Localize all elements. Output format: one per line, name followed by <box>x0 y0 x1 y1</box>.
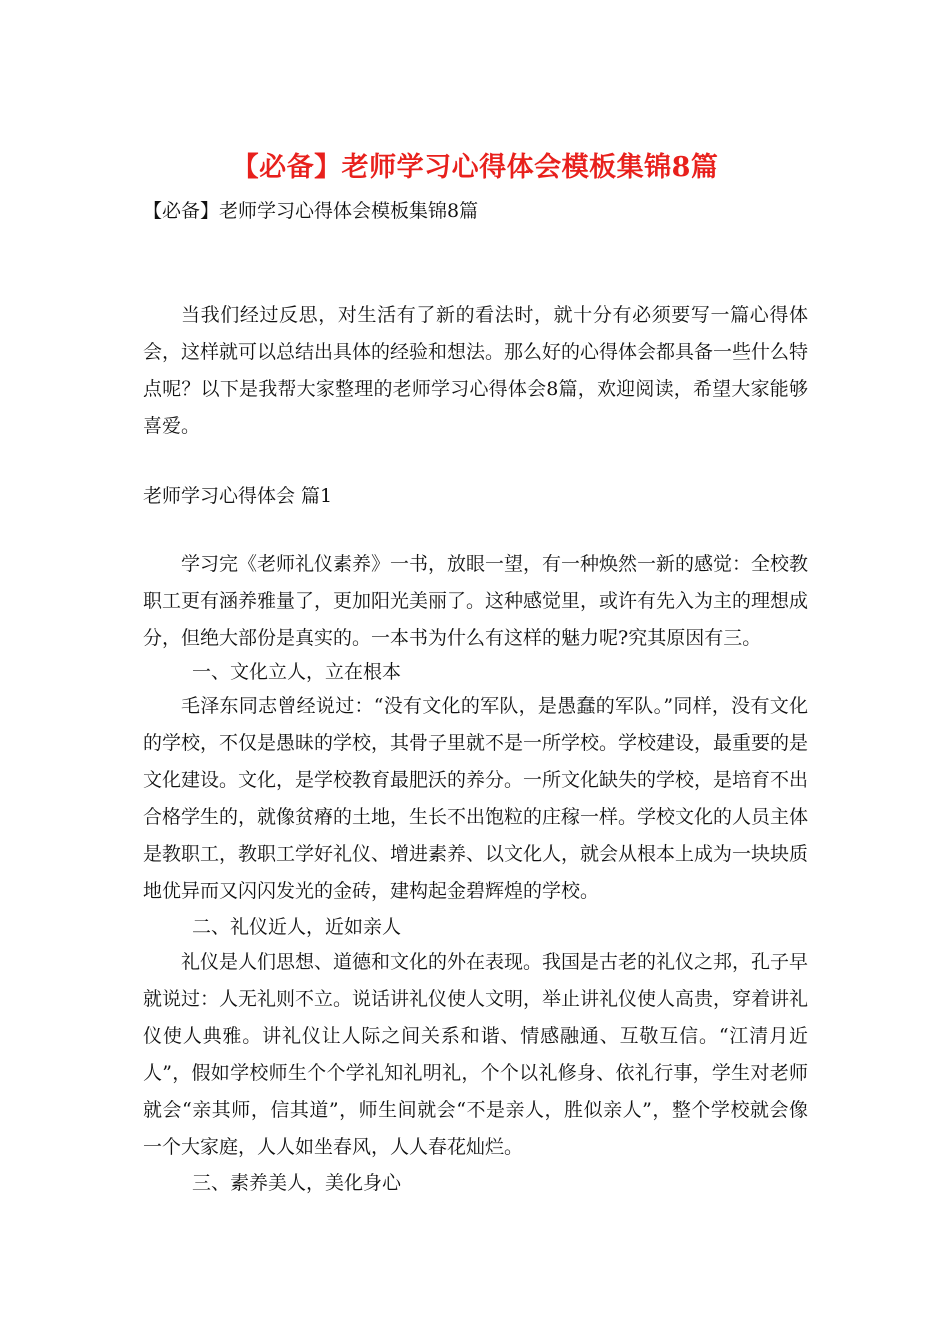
subheading: 一、文化立人，立在根本 <box>192 661 402 683</box>
body-paragraph: 学习完《老师礼仪素养》一书，放眼一望，有一种焕然一新的感觉：全校教职工更有涵养雅量了，更加阳光美丽了。这种感觉里，或许有先入为主的理想成分，但绝大部份是真实的。一本书为什么有这样的魅力呢?究其原因有三。 <box>143 553 809 649</box>
subheading: 三、素养美人，美化身心 <box>192 1172 402 1194</box>
body-paragraph: 礼仪是人们思想、道德和文化的外在表现。我国是古老的礼仪之邦，孔子早就说过：人无礼则不立。说话讲礼仪使人文明，举止讲礼仪使人高贵，穿着讲礼仪使人典雅。讲礼仪让人际之间关系和谐、情感融通、互敬互信。“江清月近人”，假如学校师生个个学礼知礼明礼，个个以礼修身、依礼行事，学生对老师就会“亲其师，信其道”，师生间就会“不是亲人，胜似亲人”，整个学校就会像一个大家庭，人人如坐春风，人人春花灿烂。 <box>143 951 809 1158</box>
document-subtitle: 【必备】老师学习心得体会模板集锦8篇 <box>143 200 479 222</box>
subheading: 二、礼仪近人，近如亲人 <box>192 916 402 938</box>
intro-paragraph: 当我们经过反思，对生活有了新的看法时，就十分有必须要写一篇心得体会，这样就可以总结出具体的经验和想法。那么好的心得体会都具备一些什么特点呢？以下是我帮大家整理的老师学习心得体会8篇，欢迎阅读，希望大家能够喜爱。 <box>143 304 809 437</box>
body-paragraph: 毛泽东同志曾经说过：“没有文化的军队，是愚蠢的军队。”同样，没有文化的学校，不仅是愚昧的学校，其骨子里就不是一所学校。学校建设，最重要的是文化建设。文化，是学校教育最肥沃的养分。一所文化缺失的学校，是培育不出合格学生的，就像贫瘠的土地，生长不出饱粒的庄稼一样。学校文化的人员主体是教职工，教职工学好礼仪、增进素养、以文化人，就会从根本上成为一块块质地优异而又闪闪发光的金砖，建构起金碧辉煌的学校。 <box>143 695 809 902</box>
section-heading: 老师学习心得体会 篇1 <box>143 485 333 507</box>
document-title: 【必备】老师学习心得体会模板集锦8篇 <box>231 152 719 183</box>
